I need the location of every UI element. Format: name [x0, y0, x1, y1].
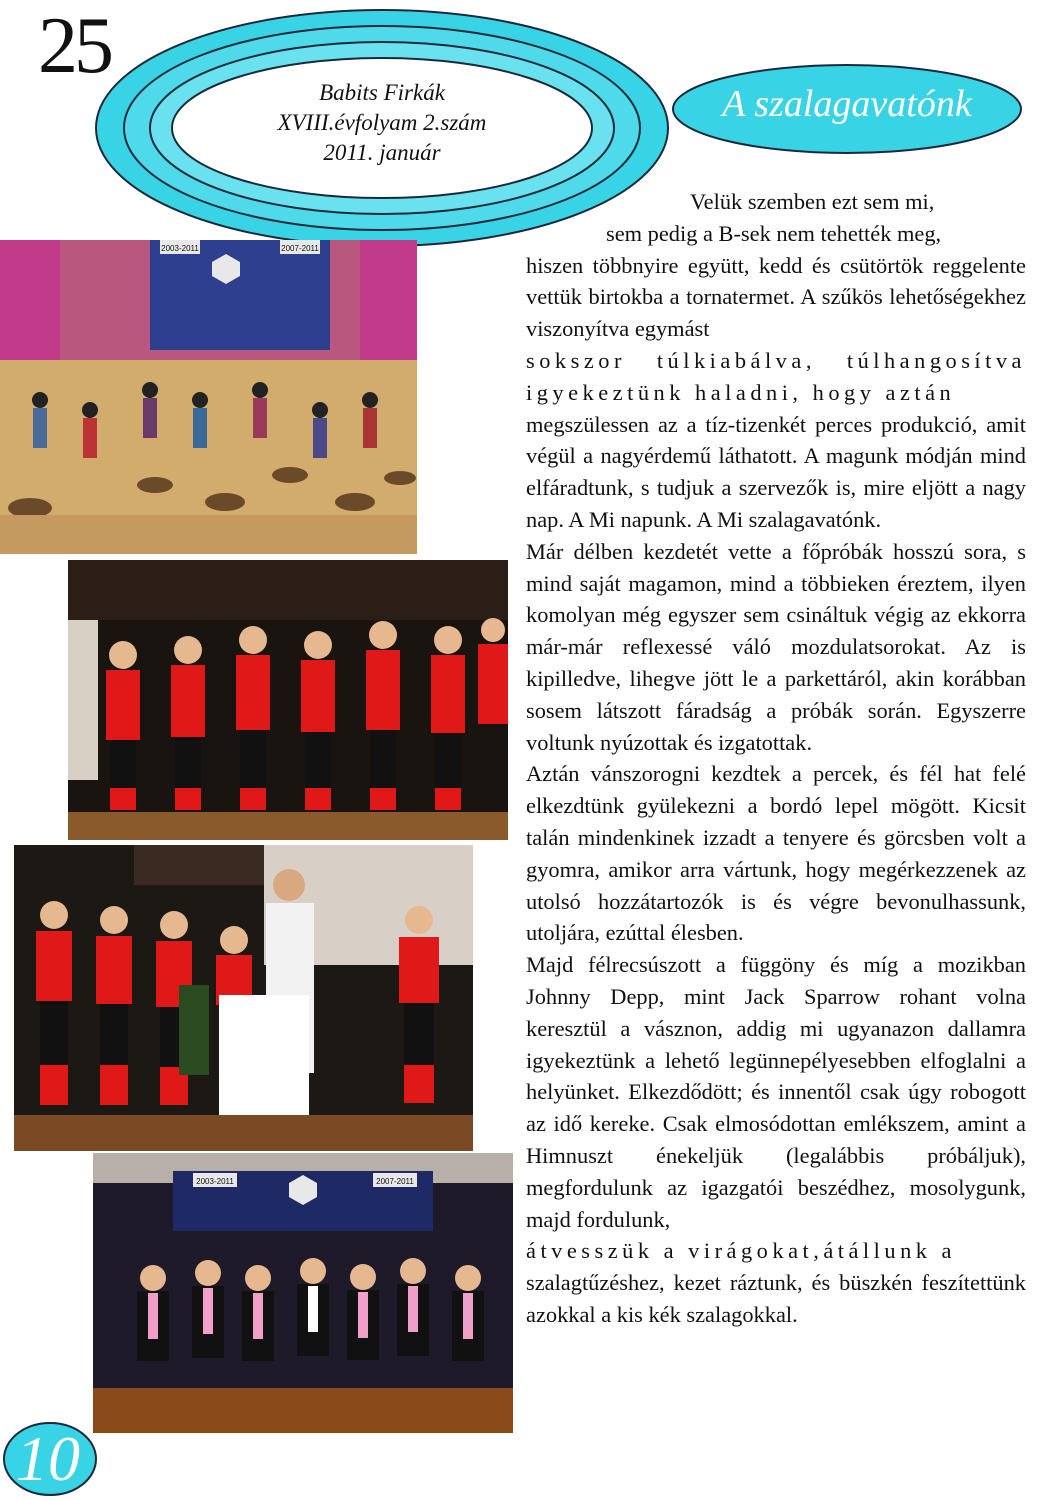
photo-gym-dance [0, 240, 417, 554]
masthead-volume: XVIII.évfolyam 2.szám [277, 110, 487, 135]
article-paragraph-3: Aztán vánszorogni kezdtek a percek, és fél hat felé elkezdtünk gyülekezni a bordó lepel mögött. Kicsit talán mindenkinek izzadt a tenyere és görcsben volt a gyomra, amikor arra vártunk, hogy megérkezzenek az utolsó hozzátartozók is és végre bevonulhassunk, utoljára, ezúttal élesben. [526, 761, 1026, 946]
photo1-banner-left: 2003-2011 [161, 244, 199, 253]
section-title: A szalagavatónk [722, 83, 972, 125]
photo1-banner-right: 2007-2011 [281, 244, 319, 253]
article-paragraph-1a: hiszen többnyire együtt, kedd és csütörtök reggelente vettük birtokba a tornatermet. A szűkös lehetőségekhez viszonyítva egymást [526, 252, 1026, 342]
article-paragraph-1c: megszülessen az a tíz-tizenkét perces produkció, amit végül a nagyérdemű láthatott. A magunk módján mind elfáradtunk, s tudjuk a szervezők is, mire eljött a nagy nap. A Mi napunk. A Mi szalagavatónk. [526, 411, 1026, 532]
photo-teacher-dancers [14, 845, 473, 1151]
section-title-box [670, 62, 1024, 156]
article-second-line: sem pedig a B-sek nem tehették meg, [606, 220, 942, 246]
photo-red-dancers [68, 560, 508, 840]
page-number-badge [0, 1420, 100, 1498]
photo-kneeling-dancers [93, 1153, 513, 1433]
masthead-title: Babits Firkák [319, 80, 445, 105]
masthead-text [92, 78, 672, 168]
issue-number: 25 [38, 2, 110, 90]
article-opening-line: Velük szemben ezt sem mi, [690, 189, 935, 214]
article-paragraph-4c: szalagtűzéshez, kezet ráztunk, és büszkén feszítettünk azokkal a kis kék szalagokkal. [526, 1270, 1026, 1327]
page-number: 10 [16, 1423, 80, 1494]
article-body [526, 186, 1026, 1331]
photo4-banner-left: 2003-2011 [196, 1177, 234, 1186]
article-paragraph-4b: átvesszük a virágokat,átállunk a [526, 1238, 956, 1264]
masthead-date: 2011. január [323, 140, 441, 165]
photo4-banner-right: 2007-2011 [376, 1177, 414, 1186]
article-paragraph-2: Már délben kezdetét vette a főpróbák hosszú sora, s mind saját magamon, mind a többieken éreztem, ilyen komolyan még egyszer sem csináltuk végig az ekkorra már-már reflexessé váló mozdulatsorokat. Az is kipilledve, lihegve jött le a parkettáról, akin korábban sosem látszott fáradság a próbák során. Egyszerre voltunk nyúzottak és izgatottak. [526, 538, 1026, 755]
article-paragraph-4a: Majd félrecsúszott a függöny és míg a mozikban Johnny Depp, mint Jack Sparrow rohant volna keresztül a vásznon, addig mi ugyanazon dallamra igyekeztünk a lehető legünnepélyesebben elfoglalni a helyünket. Elkezdődött; és innentől csak úgy robogott az idő kereke. Csak elmosódottan emlékszem, amint a Himnuszt énekeljük (legalábbis próbáljuk), megfordulunk az igazgatói beszédhez, mosolygunk, majd fordulunk, [526, 952, 1026, 1232]
article-paragraph-1b: sokszor túlkiabálva, túlhangosítva igyekeztünk haladni, hogy aztán [526, 347, 1026, 405]
